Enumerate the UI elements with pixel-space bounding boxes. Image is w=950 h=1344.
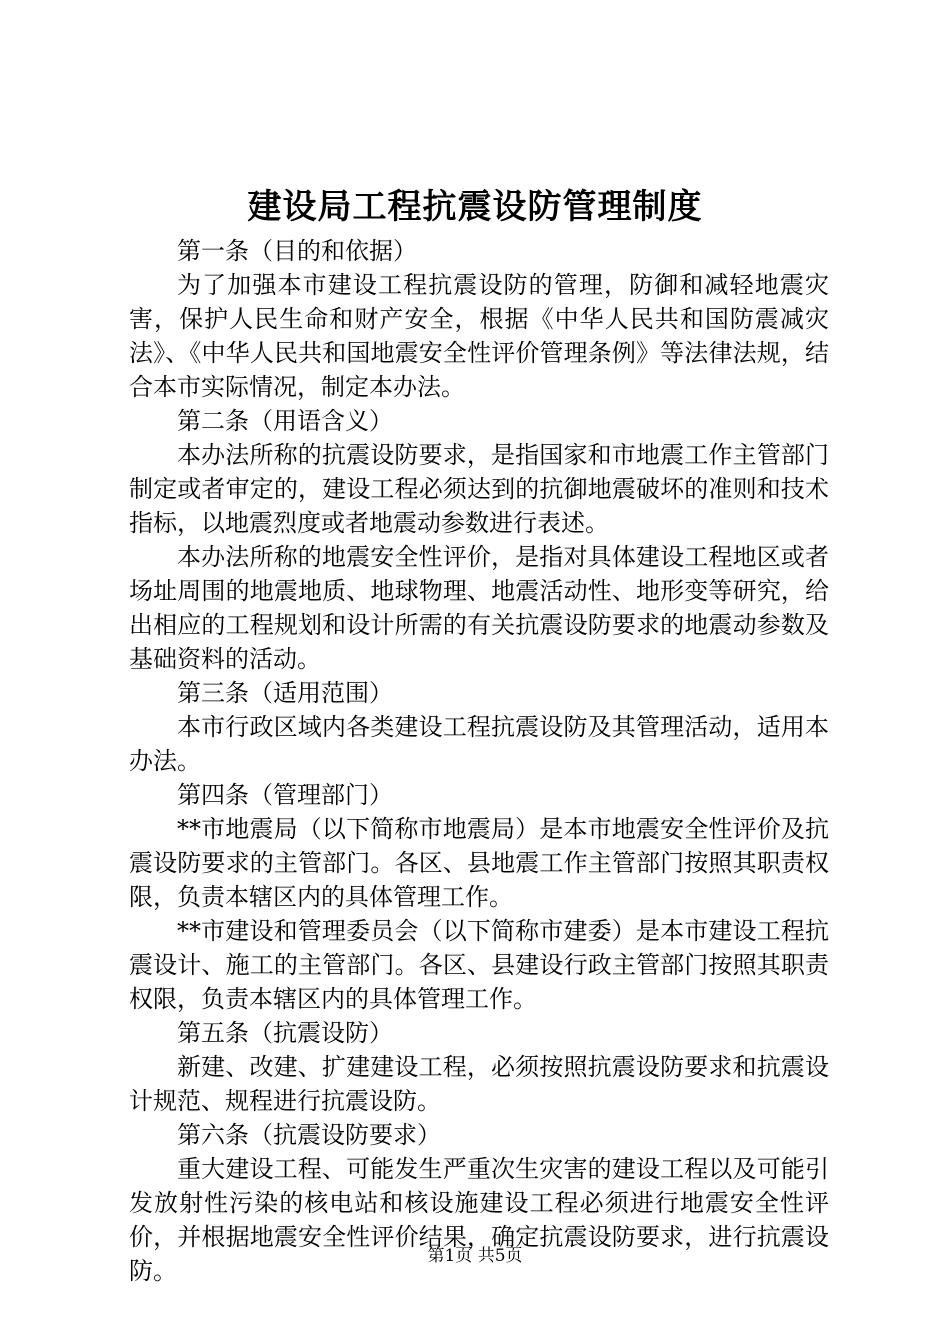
document-body [129,234,829,1288]
article-3-heading: 第三条（适用范围） [177,679,393,707]
article-2-text-2: 本办法所称的地震安全性评价，是指对具体建设工程地区或者场址周围的地震地质、地球物理、地震活动性、地形变等研究，给出相应的工程规划和设计所需的有关抗震设防要求的地震动参数及基础资料的活动。 [129,543,829,673]
article-1-text: 为了加强本市建设工程抗震设防的管理，防御和减轻地震灾害，保护人民生命和财产安全，根据《中华人民共和国防震减灾法》、《中华人民共和国地震安全性评价管理条例》等法律法规，结合本市实际情况，制定本办法。 [129,271,829,401]
article-6-heading: 第六条（抗震设防要求） [177,1121,441,1149]
article-5-heading: 第五条（抗震设防） [177,1019,393,1047]
article-4-text-1: **市地震局（以下简称市地震局）是本市地震安全性评价及抗震设防要求的主管部门。各区、县地震工作主管部门按照其职责权限，负责本辖区内的具体管理工作。 [129,815,829,911]
article-6-text: 重大建设工程、可能发生严重次生灾害的建设工程以及可能引发放射性污染的核电站和核设施建设工程必须进行地震安全性评价，并根据地震安全性评价结果，确定抗震设防要求，进行抗震设防。 [129,1155,829,1285]
document-title: 建设局工程抗震设防管理制度 [247,187,703,227]
article-4-heading: 第四条（管理部门） [177,781,393,809]
article-3-text: 本市行政区域内各类建设工程抗震设防及其管理活动，适用本办法。 [129,713,829,775]
article-4-text-2: **市建设和管理委员会（以下简称市建委）是本市建设工程抗震设计、施工的主管部门。各区、县建设行政主管部门按照其职责权限，负责本辖区内的具体管理工作。 [129,917,829,1013]
page-footer: 第1页 共5页 [427,1246,523,1266]
article-2-text-1: 本办法所称的抗震设防要求，是指国家和市地震工作主管部门制定或者审定的，建设工程必须达到的抗御地震破坏的准则和技术指标，以地震烈度或者地震动参数进行表述。 [129,441,829,537]
article-1-heading: 第一条（目的和依据） [177,237,417,265]
article-5-text: 新建、改建、扩建建设工程，必须按照抗震设防要求和抗震设计规范、规程进行抗震设防。 [129,1053,829,1115]
article-2-heading: 第二条（用语含义） [177,407,393,435]
